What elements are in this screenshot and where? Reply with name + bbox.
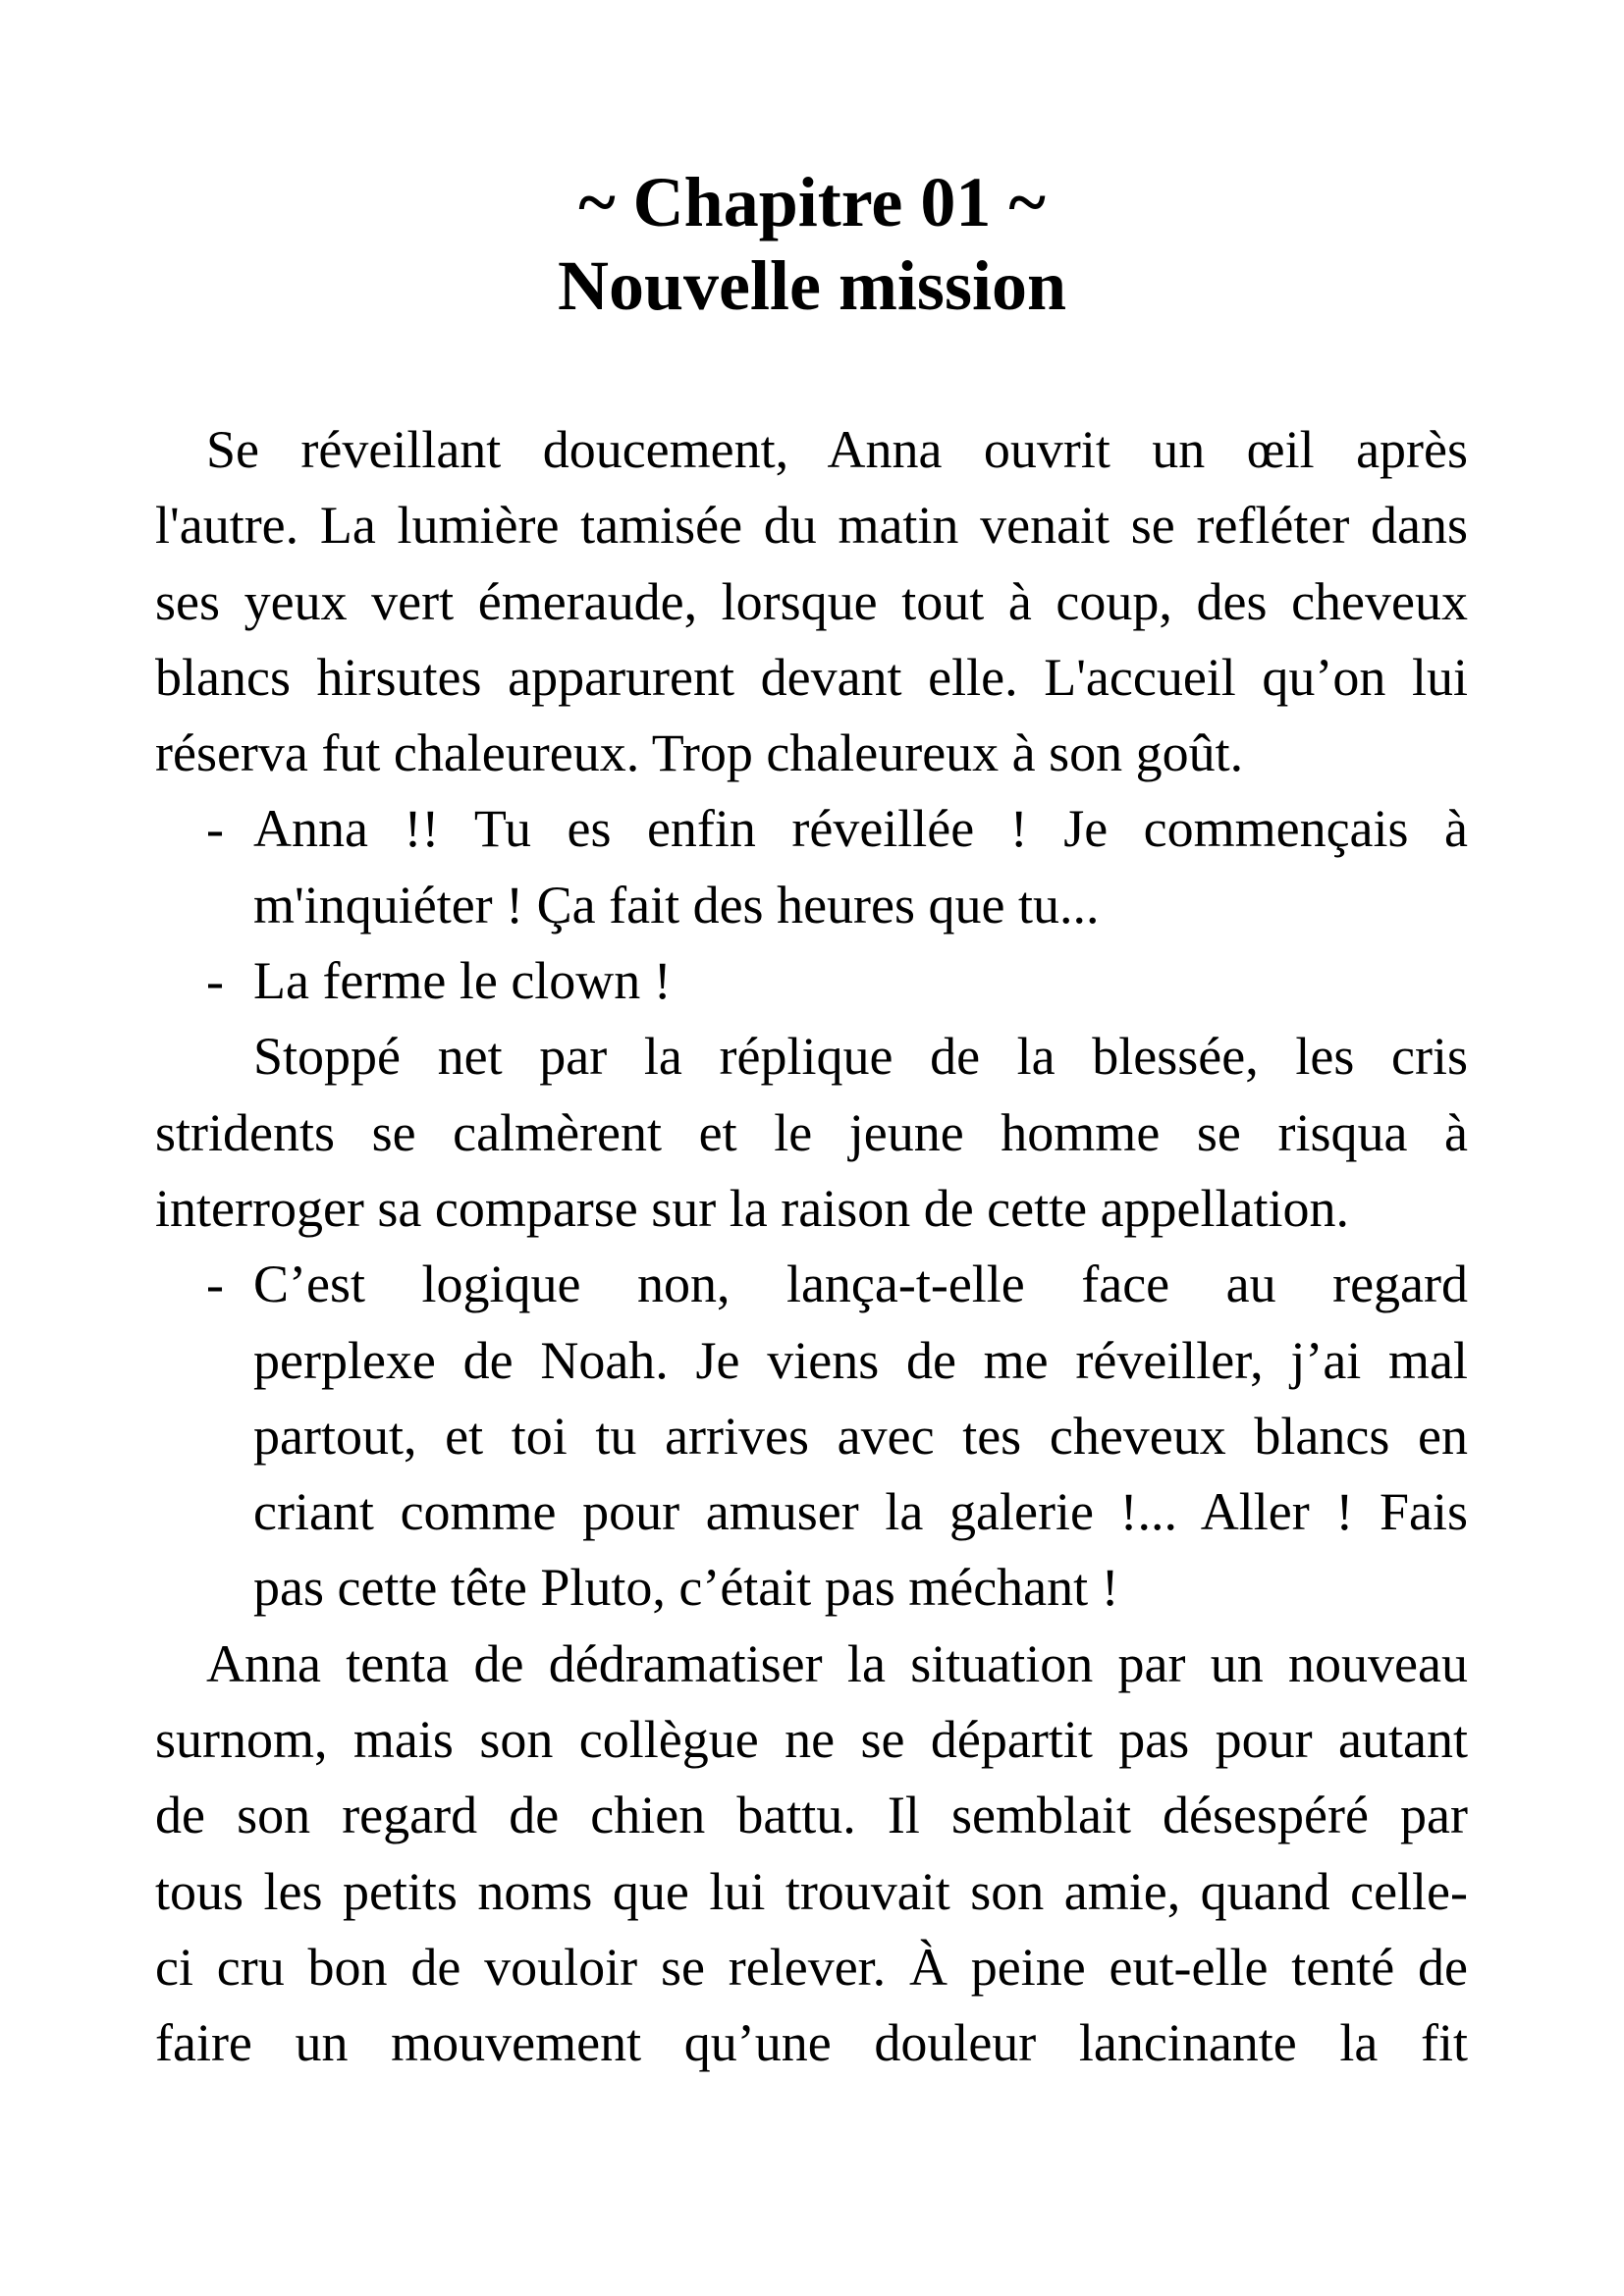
dialogue-line xyxy=(155,1247,1468,1322)
dialogue-dash: - xyxy=(206,1255,224,1314)
text-line: perplexe de Noah. Je viens de me réveiller, j’ai mal xyxy=(253,1330,1468,1390)
text-line: partout, et toi tu arrives avec tes cheveux blancs en xyxy=(253,1406,1468,1466)
text-line: Stoppé net par la réplique de la blessée, les cris xyxy=(253,1027,1468,1087)
text-line: C’est logique non, lança-t-elle face au regard xyxy=(253,1255,1468,1314)
chapter-body xyxy=(155,412,1468,2082)
text-line: réserva fut chaleureux. Trop chaleureux à son goût. xyxy=(155,723,1244,783)
text-line: Anna !! Tu es enfin réveillée ! Je commençais à xyxy=(253,799,1468,859)
dialogue-line xyxy=(155,943,1468,1019)
text-line: l'autre. La lumière tamisée du matin venait se refléter dans xyxy=(155,496,1468,556)
text-line: surnom, mais son collègue ne se départit pas pour autant xyxy=(155,1710,1468,1770)
text-line: stridents se calmèrent et le jeune homme se risqua à xyxy=(155,1102,1468,1162)
text-line: tous les petits noms que lui trouvait son amie, quand celle- xyxy=(155,1861,1468,1921)
text-line: interroger sa comparse sur la raison de cette appellation. xyxy=(155,1178,1350,1238)
text-line: Anna tenta de dédramatiser la situation par un nouveau xyxy=(206,1633,1468,1693)
text-line: faire un mouvement qu’une douleur lancinante la fit xyxy=(155,2013,1468,2073)
text-line: de son regard de chien battu. Il semblait désespéré par xyxy=(155,1786,1468,1845)
dialogue-dash: - xyxy=(206,799,224,859)
text-line: pas cette tête Pluto, c’était pas méchant ! xyxy=(253,1558,1119,1618)
dialogue-line xyxy=(155,791,1468,867)
chapter-title: Nouvelle mission xyxy=(557,246,1067,325)
text-line: m'inquiéter ! Ça fait des heures que tu... xyxy=(253,875,1100,934)
chapter-heading: ~ Chapitre 01 ~ xyxy=(578,163,1046,241)
text-line: criant comme pour amuser la galerie !... Aller ! Fais xyxy=(253,1482,1468,1542)
text-line: ses yeux vert émeraude, lorsque tout à coup, des cheveux xyxy=(155,571,1468,631)
text-line: Se réveillant doucement, Anna ouvrit un œil après xyxy=(206,420,1468,479)
dialogue-dash: - xyxy=(206,951,224,1011)
text-line: blancs hirsutes apparurent devant elle. L'accueil qu’on lui xyxy=(155,647,1468,707)
text-line: ci cru bon de vouloir se relever. À peine eut-elle tenté de xyxy=(155,1937,1468,1997)
text-line: La ferme le clown ! xyxy=(253,951,672,1011)
